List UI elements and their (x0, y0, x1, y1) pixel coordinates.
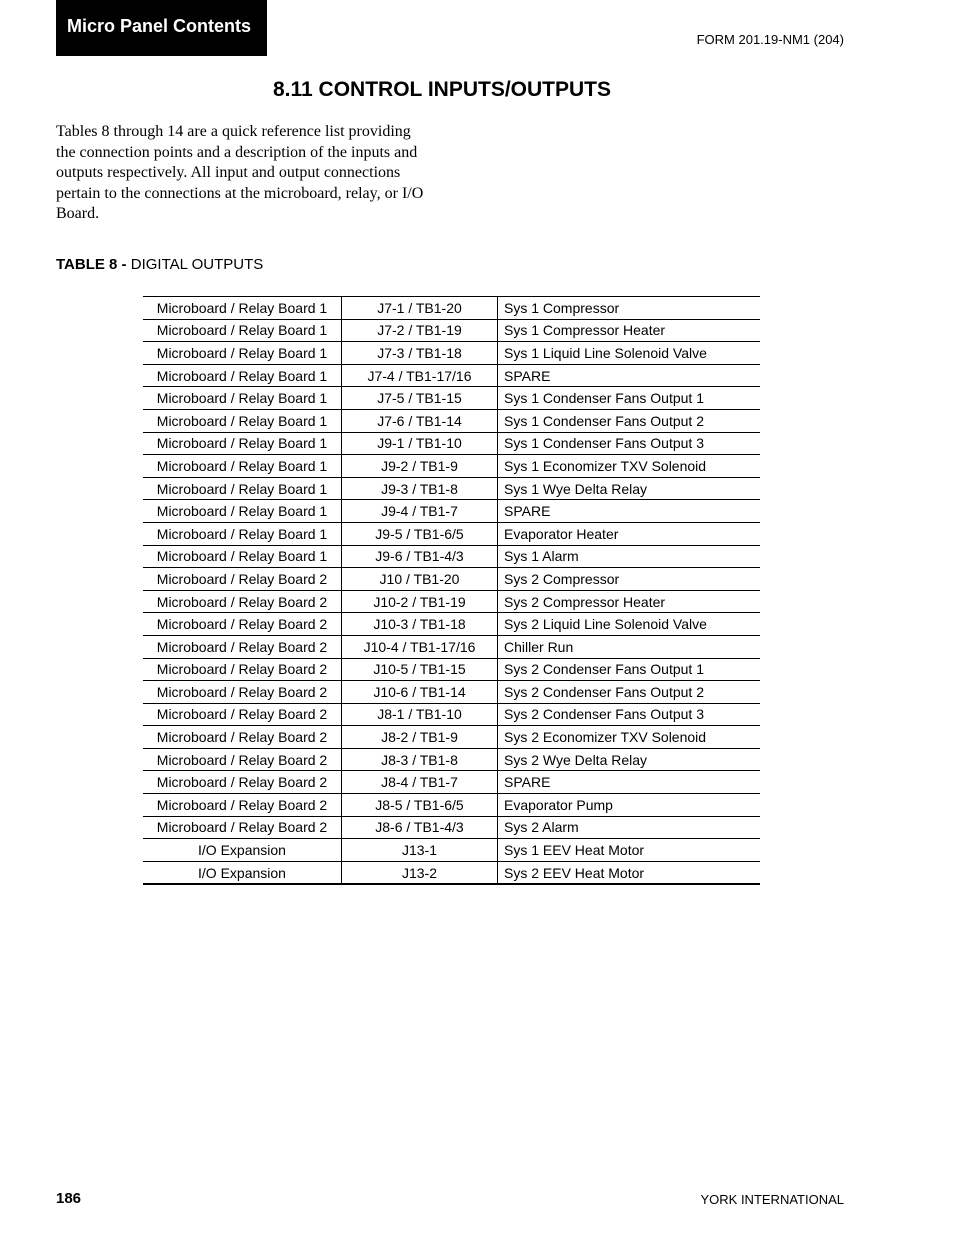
table-row (143, 748, 760, 771)
board-cell: Microboard / Relay Board 1 (143, 500, 342, 523)
connection-cell: J9-3 / TB1-8 (342, 477, 498, 500)
description-cell: Sys 1 Wye Delta Relay (498, 477, 761, 500)
section-title: 8.11 CONTROL INPUTS/OUTPUTS (273, 78, 611, 101)
board-cell: Microboard / Relay Board 1 (143, 364, 342, 387)
table-row (143, 635, 760, 658)
table-row (143, 613, 760, 636)
board-cell: Microboard / Relay Board 2 (143, 816, 342, 839)
connection-cell: J7-3 / TB1-18 (342, 342, 498, 365)
board-cell: I/O Expansion (143, 861, 342, 884)
table-row (143, 658, 760, 681)
connection-cell: J10-3 / TB1-18 (342, 613, 498, 636)
table-row (143, 794, 760, 817)
description-cell: Sys 2 Compressor Heater (498, 590, 761, 613)
section-tab (56, 0, 267, 56)
connection-cell: J8-1 / TB1-10 (342, 703, 498, 726)
connection-cell: J9-1 / TB1-10 (342, 432, 498, 455)
description-cell: Sys 2 Economizer TXV Solenoid (498, 726, 761, 749)
board-cell: Microboard / Relay Board 1 (143, 387, 342, 410)
table-row (143, 861, 760, 884)
connection-cell: J8-5 / TB1-6/5 (342, 794, 498, 817)
table-caption (56, 256, 263, 273)
section-tab-label: Micro Panel Contents (67, 16, 252, 36)
table-row (143, 342, 760, 365)
description-cell: Sys 2 Condenser Fans Output 1 (498, 658, 761, 681)
description-cell: Sys 1 Condenser Fans Output 3 (498, 432, 761, 455)
table-row (143, 590, 760, 613)
table-row (143, 432, 760, 455)
table-row (143, 771, 760, 794)
board-cell: Microboard / Relay Board 1 (143, 477, 342, 500)
board-cell: Microboard / Relay Board 2 (143, 726, 342, 749)
table-row (143, 816, 760, 839)
connection-cell: J10 / TB1-20 (342, 568, 498, 591)
description-cell: Sys 2 Condenser Fans Output 2 (498, 681, 761, 704)
connection-cell: J8-6 / TB1-4/3 (342, 816, 498, 839)
board-cell: Microboard / Relay Board 1 (143, 319, 342, 342)
description-cell: Sys 2 Wye Delta Relay (498, 748, 761, 771)
board-cell: Microboard / Relay Board 2 (143, 794, 342, 817)
connection-cell: J8-2 / TB1-9 (342, 726, 498, 749)
table-row (143, 455, 760, 478)
connection-cell: J9-4 / TB1-7 (342, 500, 498, 523)
board-cell: Microboard / Relay Board 2 (143, 635, 342, 658)
footer-company: YORK INTERNATIONAL (700, 1192, 844, 1207)
connection-cell: J10-5 / TB1-15 (342, 658, 498, 681)
board-cell: Microboard / Relay Board 1 (143, 522, 342, 545)
description-cell: Sys 1 Alarm (498, 545, 761, 568)
connection-cell: J9-6 / TB1-4/3 (342, 545, 498, 568)
description-cell: Sys 2 Liquid Line Solenoid Valve (498, 613, 761, 636)
connection-cell: J10-4 / TB1-17/16 (342, 635, 498, 658)
table-row (143, 500, 760, 523)
description-cell: Sys 2 EEV Heat Motor (498, 861, 761, 884)
board-cell: Microboard / Relay Board 2 (143, 568, 342, 591)
table-row (143, 409, 760, 432)
table-row (143, 319, 760, 342)
description-cell: Chiller Run (498, 635, 761, 658)
board-cell: Microboard / Relay Board 1 (143, 432, 342, 455)
description-cell: Sys 1 Compressor Heater (498, 319, 761, 342)
connection-cell: J9-2 / TB1-9 (342, 455, 498, 478)
description-cell: Sys 1 EEV Heat Motor (498, 839, 761, 862)
description-cell: Sys 1 Liquid Line Solenoid Valve (498, 342, 761, 365)
connection-cell: J7-5 / TB1-15 (342, 387, 498, 410)
table-row (143, 522, 760, 545)
board-cell: Microboard / Relay Board 2 (143, 681, 342, 704)
board-cell: I/O Expansion (143, 839, 342, 862)
table-row (143, 681, 760, 704)
board-cell: Microboard / Relay Board 2 (143, 703, 342, 726)
board-cell: Microboard / Relay Board 2 (143, 771, 342, 794)
description-cell: Sys 2 Alarm (498, 816, 761, 839)
connection-cell: J7-2 / TB1-19 (342, 319, 498, 342)
description-cell: SPARE (498, 771, 761, 794)
board-cell: Microboard / Relay Board 2 (143, 590, 342, 613)
connection-cell: J8-3 / TB1-8 (342, 748, 498, 771)
page-number: 186 (56, 1190, 82, 1207)
digital-outputs-table (143, 296, 760, 885)
table-caption-label: TABLE 8 - (56, 256, 127, 273)
table-row (143, 297, 760, 320)
connection-cell: J10-6 / TB1-14 (342, 681, 498, 704)
board-cell: Microboard / Relay Board 2 (143, 658, 342, 681)
description-cell: SPARE (498, 500, 761, 523)
description-cell: Evaporator Pump (498, 794, 761, 817)
board-cell: Microboard / Relay Board 2 (143, 613, 342, 636)
description-cell: Sys 1 Compressor (498, 297, 761, 320)
connection-cell: J7-1 / TB1-20 (342, 297, 498, 320)
connection-cell: J13-1 (342, 839, 498, 862)
connection-cell: J8-4 / TB1-7 (342, 771, 498, 794)
digital-outputs-table-body (143, 297, 760, 885)
table-row (143, 703, 760, 726)
board-cell: Microboard / Relay Board 1 (143, 545, 342, 568)
connection-cell: J10-2 / TB1-19 (342, 590, 498, 613)
table-caption-title: DIGITAL OUTPUTS (130, 256, 264, 273)
connection-cell: J7-4 / TB1-17/16 (342, 364, 498, 387)
description-cell: Sys 1 Condenser Fans Output 1 (498, 387, 761, 410)
table-row (143, 726, 760, 749)
description-cell: Sys 2 Condenser Fans Output 3 (498, 703, 761, 726)
board-cell: Microboard / Relay Board 2 (143, 748, 342, 771)
board-cell: Microboard / Relay Board 1 (143, 409, 342, 432)
form-number: FORM 201.19-NM1 (204) (696, 32, 844, 47)
description-cell: SPARE (498, 364, 761, 387)
intro-paragraph: Tables 8 through 14 are a quick reference list providing the connection points and a description of the inputs and outputs respectively. All input and output connections pertain to the connections at the microboard, relay, or I/O Board. (56, 123, 424, 222)
table-row (143, 568, 760, 591)
description-cell: Sys 1 Economizer TXV Solenoid (498, 455, 761, 478)
board-cell: Microboard / Relay Board 1 (143, 342, 342, 365)
table-row (143, 839, 760, 862)
connection-cell: J13-2 (342, 861, 498, 884)
description-cell: Evaporator Heater (498, 522, 761, 545)
connection-cell: J7-6 / TB1-14 (342, 409, 498, 432)
description-cell: Sys 1 Condenser Fans Output 2 (498, 409, 761, 432)
board-cell: Microboard / Relay Board 1 (143, 297, 342, 320)
connection-cell: J9-5 / TB1-6/5 (342, 522, 498, 545)
table-row (143, 477, 760, 500)
table-row (143, 545, 760, 568)
board-cell: Microboard / Relay Board 1 (143, 455, 342, 478)
description-cell: Sys 2 Compressor (498, 568, 761, 591)
table-row (143, 387, 760, 410)
table-row (143, 364, 760, 387)
